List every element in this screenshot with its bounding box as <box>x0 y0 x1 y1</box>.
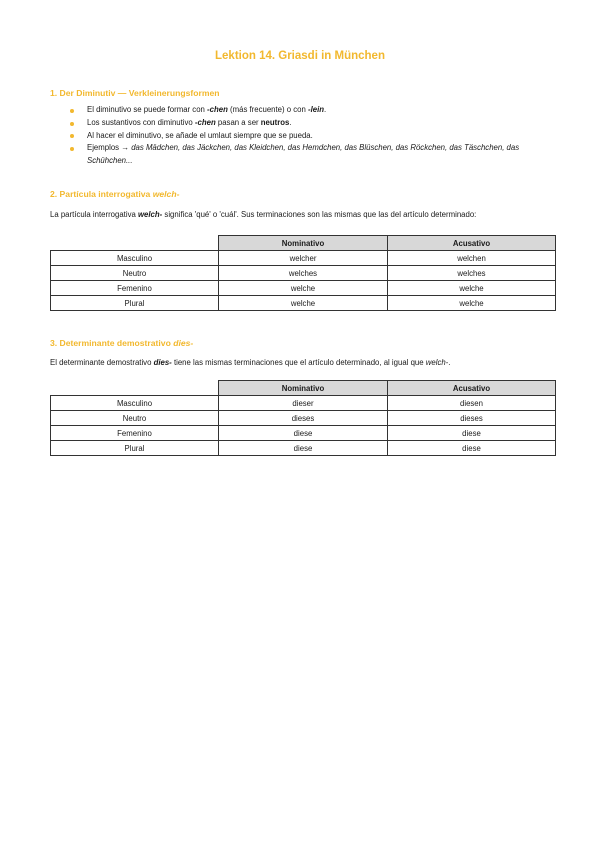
section-2-intro <box>50 209 555 222</box>
suffix-chen: -chen <box>194 117 216 127</box>
nominativo-cell: welche <box>219 296 388 311</box>
acusativo-cell: dieses <box>388 411 556 426</box>
heading-text: 2. Partícula interrogativa <box>50 189 153 199</box>
table-row <box>51 296 556 311</box>
row-label: Femenino <box>51 426 219 441</box>
nominativo-cell: welches <box>219 266 388 281</box>
bullet-text: Los sustantivos con diminutivo <box>87 117 195 127</box>
intro-emphasis: dies- <box>153 358 172 367</box>
bullet-text: pasan a ser <box>215 117 261 127</box>
nominativo-cell: dieses <box>219 411 388 426</box>
acusativo-cell: welchen <box>388 251 556 266</box>
nominativo-cell: dieser <box>219 396 388 411</box>
acusativo-cell: diesen <box>388 396 556 411</box>
bullet-text: El diminutivo se puede formar con <box>87 105 208 114</box>
bullet-text: . <box>324 105 327 114</box>
acusativo-cell: welche <box>388 296 556 311</box>
intro-text: tiene las mismas terminaciones que el artículo determinado, al igual que <box>171 358 426 367</box>
list-item <box>50 104 560 117</box>
row-label: Femenino <box>51 281 219 296</box>
bullet-text: (más frecuente) o con <box>227 105 309 114</box>
heading-text: 3. Determinante demostrativo <box>50 338 174 348</box>
acusativo-cell: diese <box>388 426 556 441</box>
table-header-row <box>51 236 556 251</box>
list-item <box>50 117 560 130</box>
intro-emphasis: welch- <box>425 358 449 367</box>
row-label: Plural <box>51 441 219 456</box>
table-row <box>51 266 556 281</box>
heading-emphasis: welch- <box>152 189 180 199</box>
table-corner-cell <box>51 236 219 251</box>
acusativo-cell: welches <box>388 266 556 281</box>
row-label: Masculino <box>51 251 219 266</box>
bullet-text: . <box>289 117 292 127</box>
section-1-heading: 1. Der Diminutiv — Verkleinerungsformen <box>50 88 220 98</box>
table-row <box>51 441 556 456</box>
section-3-heading <box>50 338 193 348</box>
column-header-acusativo: Acusativo <box>388 236 556 251</box>
intro-text: La partícula interrogativa <box>50 210 138 219</box>
column-header-nominativo: Nominativo <box>219 236 388 251</box>
acusativo-cell: welche <box>388 281 556 296</box>
table-row <box>51 426 556 441</box>
neutros-strong: neutros <box>260 117 290 127</box>
table-corner-cell <box>51 381 219 396</box>
table-row <box>51 411 556 426</box>
column-header-acusativo: Acusativo <box>388 381 556 396</box>
page-title: Lektion 14. Griasdi in München <box>215 50 385 62</box>
bullet-text: Al hacer el diminutivo, se añade el umlaut siempre que se pueda. <box>87 130 313 140</box>
welch-declension-table <box>50 235 556 311</box>
intro-text: significa 'qué' o 'cuál'. Sus terminaciones son las mismas que las del artículo determinado: <box>162 210 477 219</box>
suffix-lein: -lein <box>308 105 325 114</box>
row-label: Plural <box>51 296 219 311</box>
nominativo-cell: diese <box>219 426 388 441</box>
table-row <box>51 396 556 411</box>
suffix-chen: -chen <box>207 105 228 114</box>
bullet-text: Ejemplos → <box>87 143 132 153</box>
table-row <box>51 251 556 266</box>
nominativo-cell: welche <box>219 281 388 296</box>
acusativo-cell: diese <box>388 441 556 456</box>
section-2-heading <box>50 189 179 199</box>
list-item <box>50 142 560 168</box>
intro-text: . <box>448 358 451 367</box>
table-header-row <box>51 381 556 396</box>
list-item <box>50 130 560 143</box>
intro-emphasis: welch- <box>137 210 163 219</box>
table-row <box>51 281 556 296</box>
dies-declension-table <box>50 380 556 456</box>
row-label: Neutro <box>51 266 219 281</box>
diminutive-bullet-list <box>50 104 560 168</box>
examples-text: das Mädchen, das Jäckchen, das Kleidchen, das Hemdchen, das Blüschen, das Röckchen, das Täschchen, das Schühchen... <box>87 143 520 166</box>
column-header-nominativo: Nominativo <box>219 381 388 396</box>
row-label: Masculino <box>51 396 219 411</box>
nominativo-cell: welcher <box>219 251 388 266</box>
nominativo-cell: diese <box>219 441 388 456</box>
intro-text: El determinante demostrativo <box>50 358 154 367</box>
row-label: Neutro <box>51 411 219 426</box>
section-3-intro <box>50 357 555 370</box>
heading-emphasis: dies- <box>173 338 194 348</box>
